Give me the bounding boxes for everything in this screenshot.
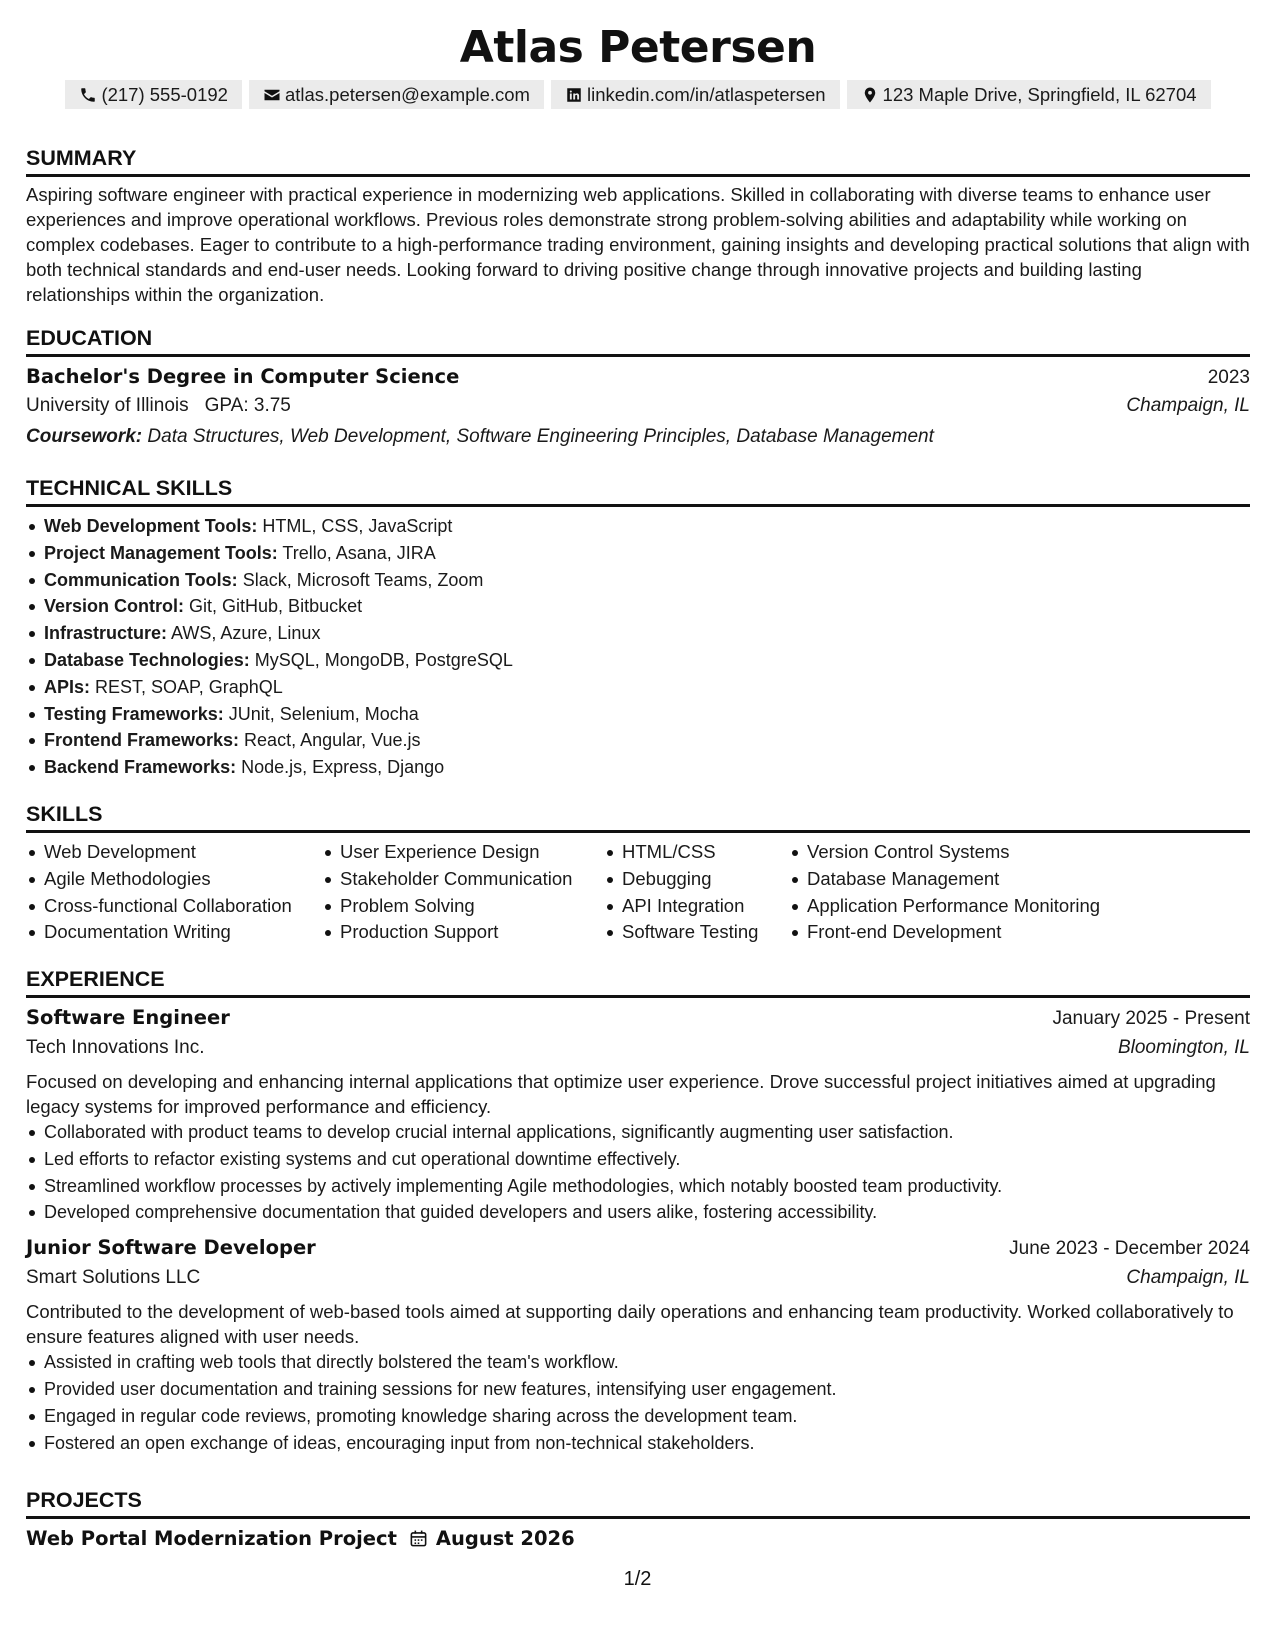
skill-values: REST, SOAP, GraphQL [95, 676, 283, 697]
summary-section [26, 144, 1250, 307]
list-item [26, 620, 1250, 647]
skill-category: Frontend Frameworks: [44, 730, 240, 751]
contact-linkedin[interactable] [551, 80, 840, 109]
list-item: Developed comprehensive documentation that guided developers and users alike, fostering accessibility. [26, 1199, 1250, 1226]
job-company-row [26, 1037, 1250, 1068]
list-item: Documentation Writing [26, 919, 322, 946]
list-item [26, 647, 1250, 674]
job-entry [26, 1236, 1250, 1456]
contact-bar [26, 80, 1250, 109]
skill-values: Trello, Asana, JIRA [282, 542, 436, 563]
phone-icon [79, 86, 97, 104]
list-item [26, 727, 1250, 754]
list-item: Production Support [322, 919, 604, 946]
job-role: Junior Software Developer [26, 1236, 316, 1260]
list-item [26, 567, 1250, 594]
envelope-icon [263, 86, 281, 104]
linkedin-icon [565, 86, 583, 104]
list-item: Fostered an open exchange of ideas, encouraging input from non-technical stakeholders. [26, 1430, 1250, 1457]
technical-skills-section [26, 474, 1250, 781]
skill-category: Communication Tools: [44, 569, 238, 590]
job-description: Focused on developing and enhancing internal applications that optimize user experience. Drove successful project initiatives aimed at upgrading legacy systems for improved performance and efficiency. [26, 1071, 1216, 1117]
list-item: Problem Solving [322, 893, 604, 920]
education-school-row [26, 395, 1250, 425]
job-company: Smart Solutions LLC [26, 1267, 201, 1289]
skills-grid [26, 839, 1250, 946]
list-item: Web Development [26, 839, 322, 866]
list-item: Provided user documentation and training sessions for new features, intensifying user engagement. [26, 1376, 1250, 1403]
skills-column [789, 839, 1119, 946]
list-item: Version Control Systems [789, 839, 1119, 866]
list-item: Cross-functional Collaboration [26, 893, 322, 920]
list-item [26, 701, 1250, 728]
list-item: Application Performance Monitoring [789, 893, 1119, 920]
skill-values: Node.js, Express, Django [241, 757, 445, 778]
list-item: Engaged in regular code reviews, promoting knowledge sharing across the development team. [26, 1403, 1250, 1430]
job-role: Software Engineer [26, 1006, 230, 1029]
section-title-summary: SUMMARY [26, 144, 1250, 177]
job-dates: January 2025 - Present [1052, 1008, 1250, 1029]
skill-category: Backend Frameworks: [44, 757, 237, 778]
project-name: Web Portal Modernization Project [26, 1527, 397, 1550]
job-location: Champaign, IL [1126, 1267, 1250, 1289]
school-name: University of Illinois [26, 395, 189, 416]
list-item: Streamlined workflow processes by actively implementing Agile methodologies, which notably boosted team productivity. [26, 1173, 1250, 1200]
job-location: Bloomington, IL [1117, 1037, 1250, 1058]
skills-column [26, 839, 322, 946]
graduation-year: 2023 [1207, 367, 1250, 388]
list-item: Database Management [789, 866, 1119, 893]
section-title-projects: PROJECTS [26, 1486, 1250, 1519]
skill-category: Testing Frameworks: [44, 703, 224, 724]
job-company-row [26, 1267, 1250, 1298]
skill-category: Database Technologies: [44, 649, 250, 670]
skills-section [26, 800, 1250, 946]
email-text: atlas.petersen@example.com [284, 83, 530, 105]
section-title-education: EDUCATION [26, 324, 1250, 357]
job-bullets [26, 1349, 1250, 1456]
phone-text: (217) 555-0192 [101, 83, 228, 105]
calendar-icon [409, 1529, 428, 1548]
section-title-skills: SKILLS [26, 800, 1250, 833]
job-entry [26, 1006, 1250, 1226]
list-item [26, 540, 1250, 567]
list-item: Stakeholder Communication [322, 866, 604, 893]
coursework-list: Data Structures, Web Development, Software Engineering Principles, Database Management [147, 426, 934, 447]
contact-address [847, 80, 1211, 109]
education-section [26, 324, 1250, 448]
skill-category: Infrastructure: [44, 623, 168, 644]
candidate-name: Atlas Petersen [459, 22, 817, 73]
list-item [26, 754, 1250, 781]
coursework-label: Coursework: [26, 426, 143, 447]
skills-column [604, 839, 789, 946]
list-item: HTML/CSS [604, 839, 789, 866]
list-item: API Integration [604, 893, 789, 920]
skills-column [322, 839, 604, 946]
skill-values: AWS, Azure, Linux [171, 623, 321, 644]
projects-section [26, 1486, 1250, 1550]
job-header-row [26, 1006, 1250, 1037]
list-item: Software Testing [604, 919, 789, 946]
skill-values: JUnit, Selenium, Mocha [228, 703, 419, 724]
skill-values: HTML, CSS, JavaScript [262, 516, 453, 536]
list-item [26, 674, 1250, 701]
job-bullets [26, 1119, 1250, 1226]
list-item: Front-end Development [789, 919, 1119, 946]
section-title-experience: EXPERIENCE [26, 965, 1250, 998]
degree-name: Bachelor's Degree in Computer Science [26, 365, 460, 388]
job-header-row [26, 1236, 1250, 1267]
address-text: 123 Maple Drive, Springfield, IL 62704 [882, 83, 1197, 105]
technical-skills-list [26, 513, 1250, 781]
job-description: Contributed to the development of web-based tools aimed at supporting daily operations and enhancing team productivity. Worked collaboratively to ensure features aligned with user needs. [26, 1301, 1234, 1348]
skill-category: Web Development Tools: [44, 516, 258, 536]
list-item: Collaborated with product teams to develop crucial internal applications, significantly augmenting user satisfaction. [26, 1119, 1250, 1146]
list-item: User Experience Design [322, 839, 604, 866]
education-degree-row [26, 365, 1250, 395]
list-item: Led efforts to refactor existing systems and cut operational downtime effectively. [26, 1146, 1250, 1173]
project-entry [26, 1527, 1250, 1550]
skill-category: Project Management Tools: [44, 542, 278, 563]
map-pin-icon [861, 86, 879, 104]
school-location: Champaign, IL [1126, 395, 1250, 416]
contact-phone[interactable] [65, 80, 242, 109]
skill-category: APIs: [44, 676, 91, 697]
project-date: August 2026 [435, 1527, 575, 1550]
list-item [26, 593, 1250, 620]
skill-values: Slack, Microsoft Teams, Zoom [242, 569, 484, 590]
resume-page [26, 0, 1250, 1550]
section-title-technical-skills: TECHNICAL SKILLS [26, 474, 1250, 507]
contact-email[interactable] [249, 80, 544, 109]
project-date-group [409, 1527, 575, 1550]
list-item [26, 513, 1250, 540]
linkedin-text: linkedin.com/in/atlaspetersen [586, 83, 826, 105]
skill-values: React, Angular, Vue.js [244, 730, 421, 751]
experience-section [26, 965, 1250, 1456]
page-number: 1/2 [623, 1568, 652, 1590]
skill-category: Version Control: [44, 596, 185, 617]
coursework [26, 426, 1250, 448]
job-company: Tech Innovations Inc. [26, 1037, 205, 1058]
list-item: Assisted in crafting web tools that directly bolstered the team's workflow. [26, 1349, 1250, 1376]
job-dates: June 2023 - December 2024 [1009, 1238, 1250, 1260]
list-item: Debugging [604, 866, 789, 893]
skill-values: Git, GitHub, Bitbucket [189, 596, 363, 617]
gpa: GPA: 3.75 [204, 395, 291, 416]
summary-text: Aspiring software engineer with practical experience in modernizing web applications. Skilled in collaborating with diverse teams to enhance user experiences and improve operational workflows. Previous roles demonstrate strong problem-solving abilities and adaptability while working on complex codebases. Eager to contribute to a high-performance trading environment, gaining insights and developing practical solutions that align with both technical standards and end-user needs. Looking forward to driving positive change through innovative projects and building lasting relationships within the organization. [26, 184, 1250, 305]
list-item: Agile Methodologies [26, 866, 322, 893]
skill-values: MySQL, MongoDB, PostgreSQL [254, 649, 513, 670]
